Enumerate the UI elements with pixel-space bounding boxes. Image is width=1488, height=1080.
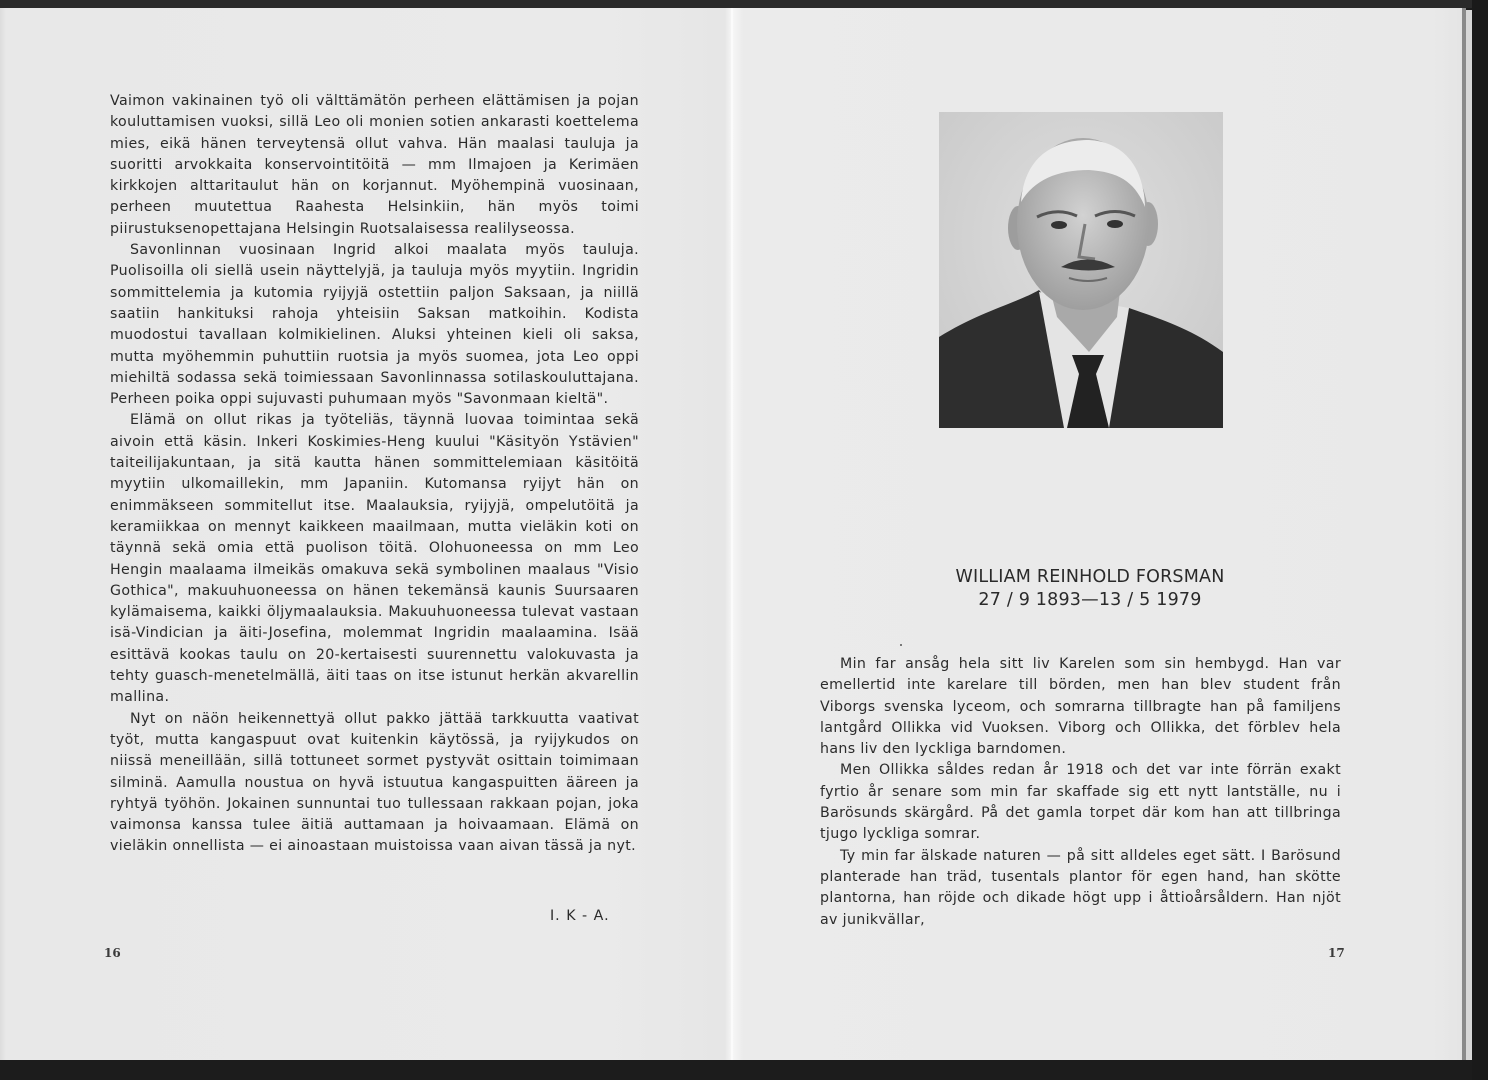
paragraph: Min far ansåg hela sitt liv Karelen som sin hembygd. Han var emellertid inte karelare till börden, men han blev student från Viborgs svenska lyceom, och somrarna tillbragte han på familjens lantgård Ollikka vid Vuoksen. Viborg och Ollikka, det förblev hela hans liv den lyckliga barndomen.	[820, 656, 1341, 758]
left-page-body	[110, 91, 639, 858]
print-speck	[900, 644, 902, 646]
life-dates: 27 / 9 1893—13 / 5 1979	[978, 590, 1202, 610]
paragraph: Elämä on ollut rikas ja työteliäs, täynnä luovaa toimintaa sekä aivoin että käsin. Inkeri Koskimies-Heng kuului "Käsityön Ystävien" taiteilijakuntaan, ja sitä kautta hänen sommittelemiaan käsitöitä myytiin ulkomaillekin, mm Japaniin. Kutomansa ryijyt hän on enimmäkseen sommitellut itse. Maalauksia, ryijyjä, ompelutöitä ja keramiikkaa on mennyt kaikkeen maailmaan, mutta vieläkin koti on täynnä sekä omia että puolison töitä. Olohuoneessa on mm Leo Hengin maalaama ilmeikäs omakuva sekä symbolinen maalaus "Visio Gothica", makuuhuoneessa on hänen tekemänsä kaunis Suursaaren kylämaisema, kaikki öljymaalauksia. Makuuhuoneessa tulevat vastaan isä-Vindician ja äiti-Josefina, molemmat Ingridin maalaamina. Isää esittävä kookas taulu on 20-kertaisesti suurennettu valokuvasta ja tehty guasch-menetelmällä, äiti taas on itse istunut herkän akvarellin mallina.	[110, 412, 639, 706]
obituary-heading	[830, 566, 1350, 612]
scan-right-border	[1472, 0, 1488, 1080]
author-signature: I. K - A.	[550, 908, 610, 924]
portrait-photo	[939, 112, 1223, 428]
scan-top-border	[0, 0, 1488, 8]
paragraph: Men Ollikka såldes redan år 1918 och det var inte förrän exakt fyrtio år senare som min far skaffade sig ett nytt lantställe, nu i Barösunds skärgård. På det gamla torpet där kom han att tillbringa tjugo lyckliga somrar.	[820, 762, 1341, 843]
page-number-right: 17	[1328, 946, 1345, 960]
left-page	[0, 8, 732, 1060]
portrait-image	[939, 112, 1223, 428]
paragraph: Savonlinnan vuosinaan Ingrid alkoi maalata myös tauluja. Puolisoilla oli siellä usein näyttelyjä, ja tauluja myös myytiin. Ingridin sommittelemia ja kutomia ryijyjä ostettiin paljon Saksaan, ja niillä saatiin hankituksi rahoja yhteisiin Saksan matkoihin. Kodista muodostui tavallaan kolmikielinen. Aluksi yhteinen kieli oli saksa, mutta myöhemmin puhuttiin ruotsia ja myös suomea, jota Leo oppi miehiltä sodassa sekä toimiessaan Savonlinnassa sotilaskouluttajana. Perheen poika oppi sujuvasti puhumaan myös "Savonmaan kieltä".	[110, 242, 639, 408]
paragraph: Nyt on näön heikennettyä ollut pakko jättää tarkkuutta vaativat työt, mutta kangaspuut ovat kuitenkin käytössä, ja ryijykudos on niissä meneillään, sillä tottuneet sormet pystyvät osittain toimimaan silminä. Aamulla noustua on hyvä istuutua kangaspuitten ääreen ja ryhtyä työhön. Jokainen sunnuntai tuo tullessaan rakkaan pojan, joka vaimonsa kanssa tulee äitiä auttamaan ja hoivaamaan. Elämä on vieläkin onnellista — ei ainoastaan muistoissa vaan aivan tässä ja nyt.	[110, 710, 639, 855]
book-spread	[0, 8, 1466, 1060]
person-name: WILLIAM REINHOLD FORSMAN	[955, 567, 1225, 587]
right-page-body	[820, 654, 1341, 931]
paragraph: Vaimon vakinainen työ oli välttämätön perheen elättämisen ja pojan kouluttamisen vuoksi, sillä Leo oli monien sotien ankarasti koettelema mies, eikä hänen terveytensä ollut vahva. Hän maalasi tauluja ja suoritti arvokkaita konservointitöitä — mm Ilmajoen ja Kerimäen kirkkojen alttaritaulut hän on korjannut. Myöhempinä vuosinaan, perheen muutettua Raahesta Helsinkiin, hän myös toimi piirustuksenopettajana Helsingin Ruotsalaisessa realilyseossa.	[110, 93, 639, 237]
paragraph: Ty min far älskade naturen — på sitt alldeles eget sätt. I Barösund planterade han träd, tusentals plantor för egen hand, han skötte plantorna, han röjde och dikade högt upp i åttioårsåldern. Han njöt av junikvällar,	[820, 847, 1341, 928]
page-number-left: 16	[104, 946, 121, 960]
